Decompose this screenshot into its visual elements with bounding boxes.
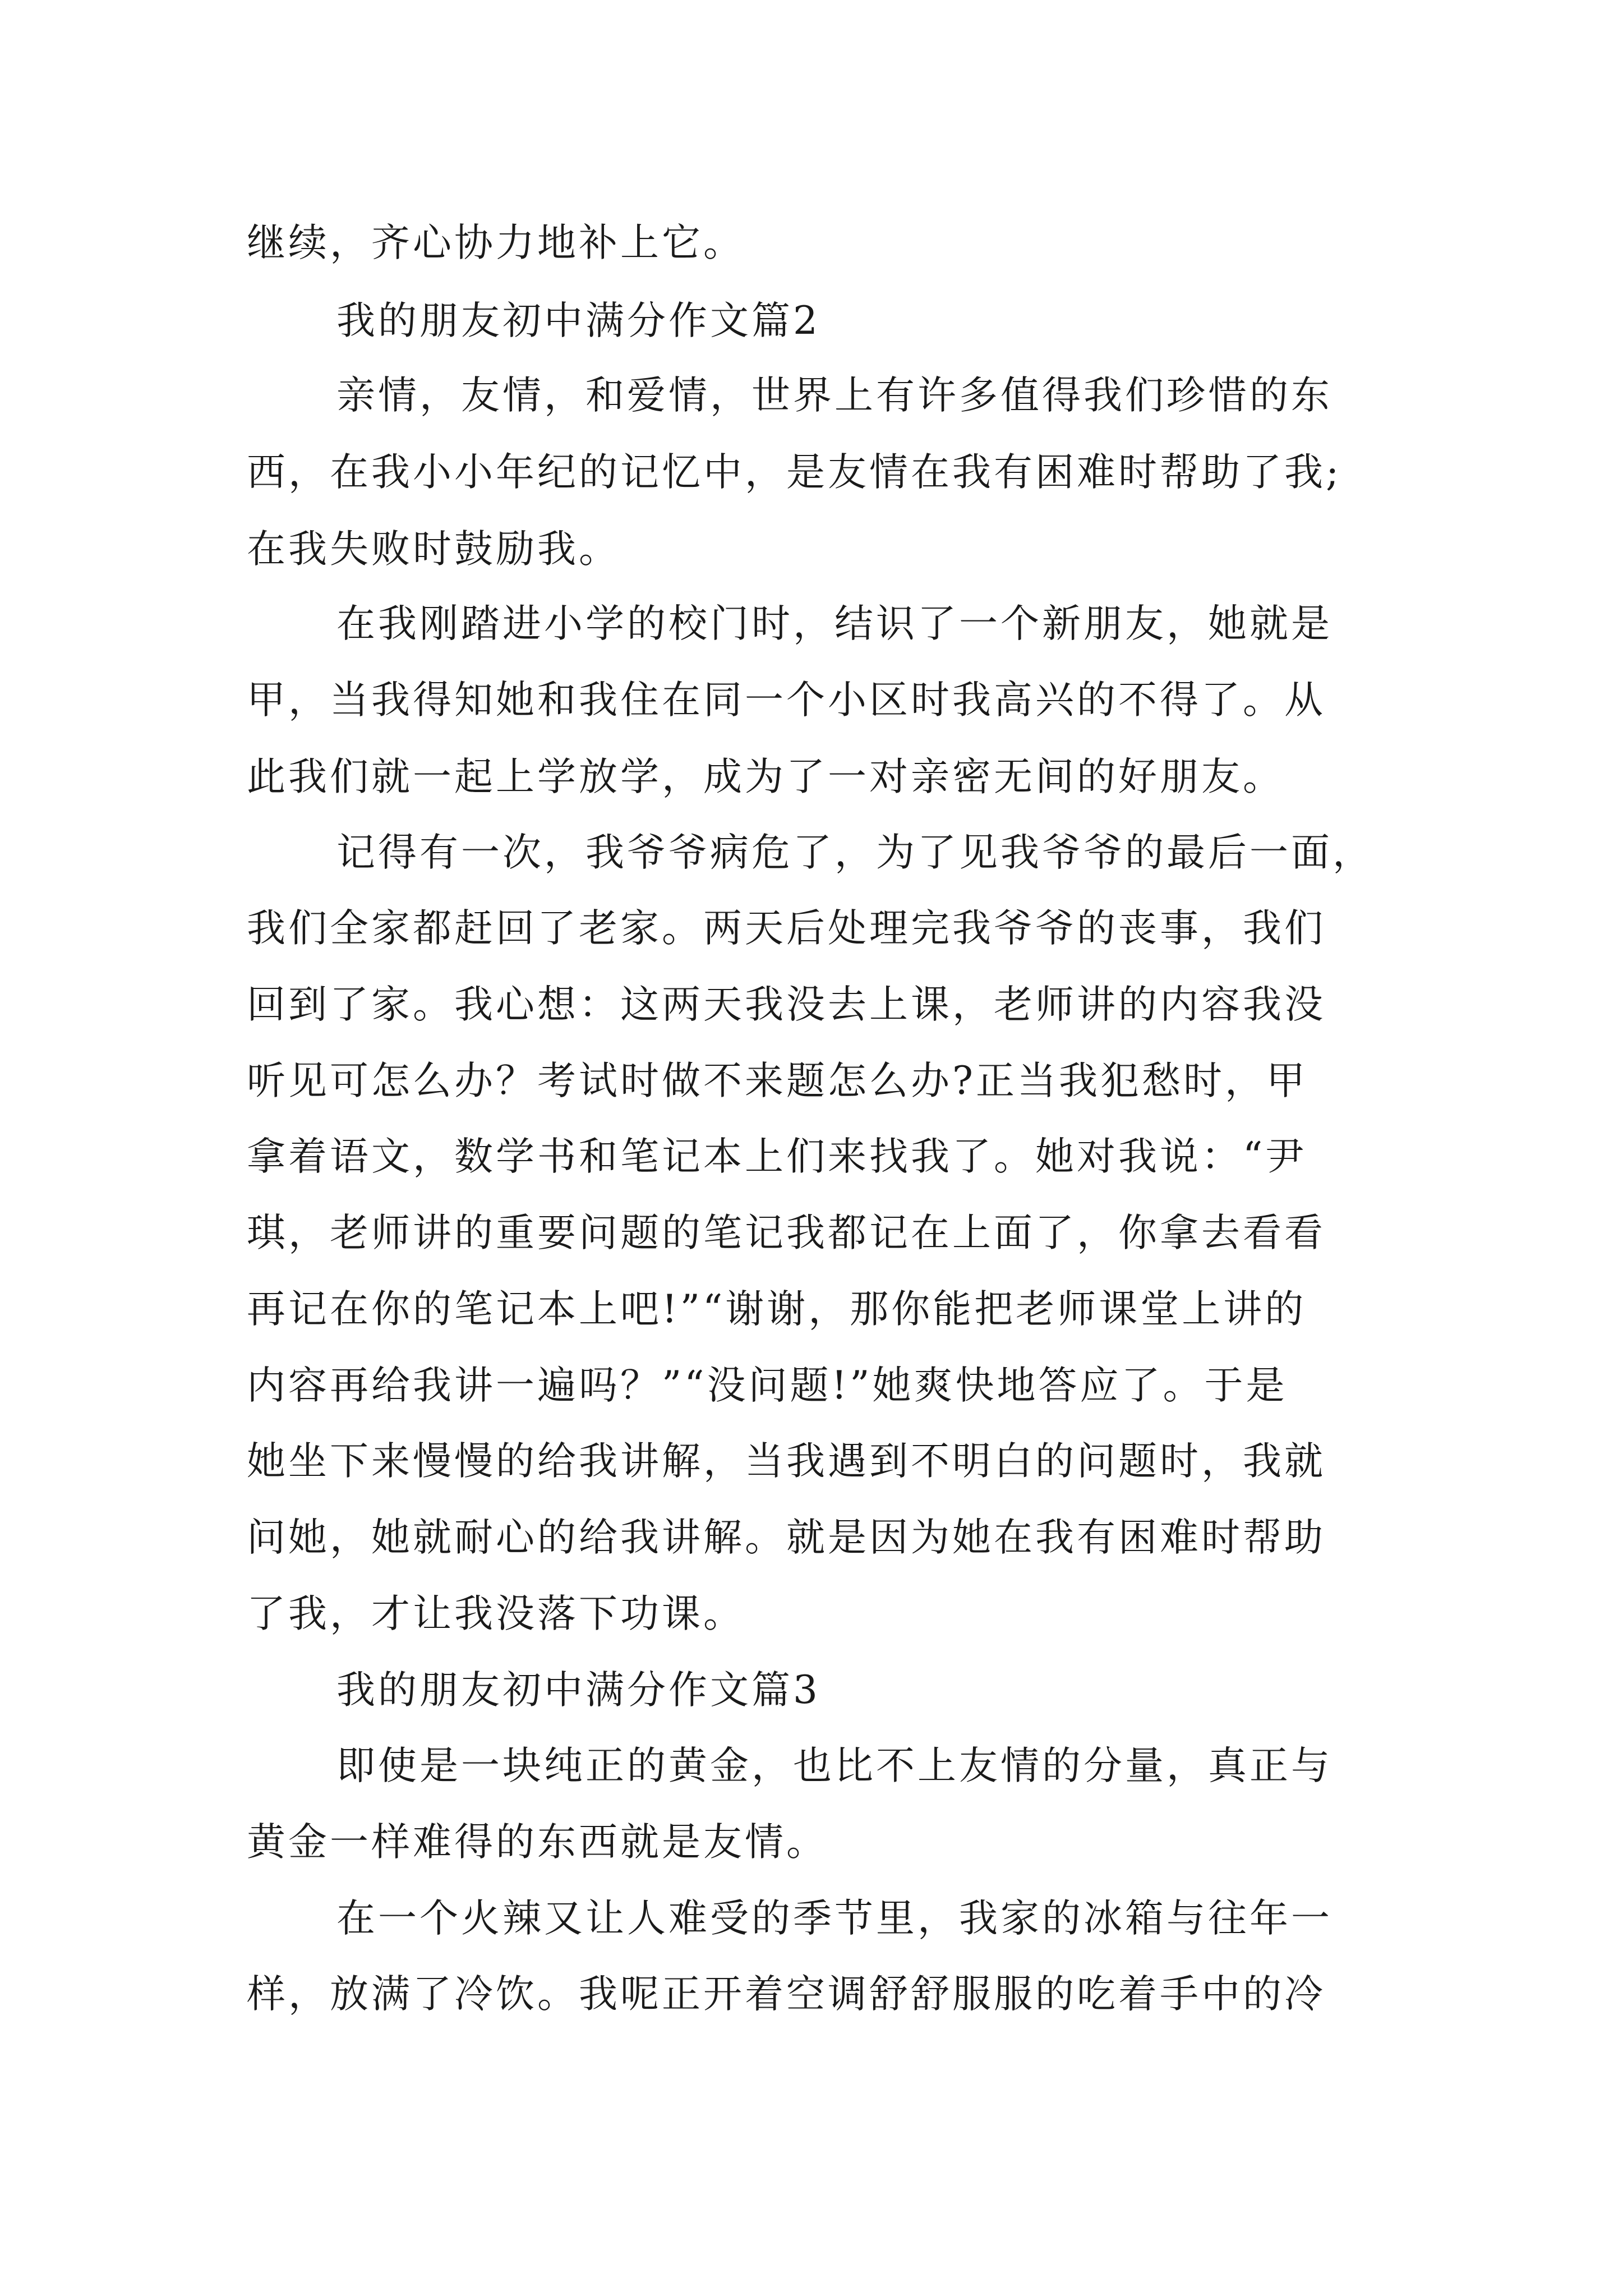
text-line: 甲，当我得知她和我住在同一个小区时我高兴的不得了。从 bbox=[247, 678, 1326, 723]
text-line: 拿着语文，数学书和笔记本上们来找我了。她对我说：“尹 bbox=[247, 1134, 1307, 1179]
text-line: 在一个火辣又让人难受的季节里，我家的冰箱与往年一 bbox=[336, 1896, 1332, 1941]
text-line: 问她，她就耐心的给我讲解。就是因为她在我有困难时帮助 bbox=[247, 1515, 1326, 1560]
text-line: 继续，齐心协力地补上它。 bbox=[247, 220, 745, 265]
section-heading: 我的朋友初中满分作文篇3 bbox=[336, 1668, 820, 1713]
text-line: 内容再给我讲一遍吗？”“没问题!”她爽快地答应了。于是 bbox=[247, 1363, 1288, 1408]
text-line: 样，放满了冷饮。我呢正开着空调舒舒服服的吃着手中的冷 bbox=[247, 1972, 1326, 2017]
text-line: 回到了家。我心想：这两天我没去上课，老师讲的内容我没 bbox=[247, 982, 1326, 1027]
text-line: 黄金一样难得的东西就是友情。 bbox=[247, 1820, 828, 1865]
text-line: 在我刚踏进小学的校门时，结识了一个新朋友，她就是 bbox=[336, 601, 1332, 646]
text-line: 了我，才让我没落下功课。 bbox=[247, 1591, 745, 1636]
text-line: 亲情，友情，和爱情，世界上有许多值得我们珍惜的东 bbox=[336, 373, 1332, 418]
text-line: 琪，老师讲的重要问题的笔记我都记在上面了，你拿去看看 bbox=[247, 1211, 1326, 1255]
text-line: 在我失败时鼓励我。 bbox=[247, 527, 620, 572]
text-line: 西，在我小小年纪的记忆中，是友情在我有困难时帮助了我; bbox=[247, 450, 1342, 495]
text-line: 再记在你的笔记本上吧!”“谢谢，那你能把老师课堂上讲的 bbox=[247, 1287, 1307, 1332]
text-line: 我们全家都赶回了老家。两天后处理完我爷爷的丧事，我们 bbox=[247, 906, 1326, 951]
text-line: 即使是一块纯正的黄金，也比不上友情的分量，真正与 bbox=[336, 1743, 1332, 1788]
text-line: 记得有一次，我爷爷病危了，为了见我爷爷的最后一面， bbox=[336, 830, 1374, 875]
text-line: 她坐下来慢慢的给我讲解，当我遇到不明白的问题时，我就 bbox=[247, 1439, 1326, 1484]
section-heading: 我的朋友初中满分作文篇2 bbox=[336, 298, 820, 343]
text-line: 听见可怎么办？考试时做不来题怎么办?正当我犯愁时，甲 bbox=[247, 1059, 1308, 1103]
text-line: 此我们就一起上学放学，成为了一对亲密无间的好朋友。 bbox=[247, 754, 1284, 799]
